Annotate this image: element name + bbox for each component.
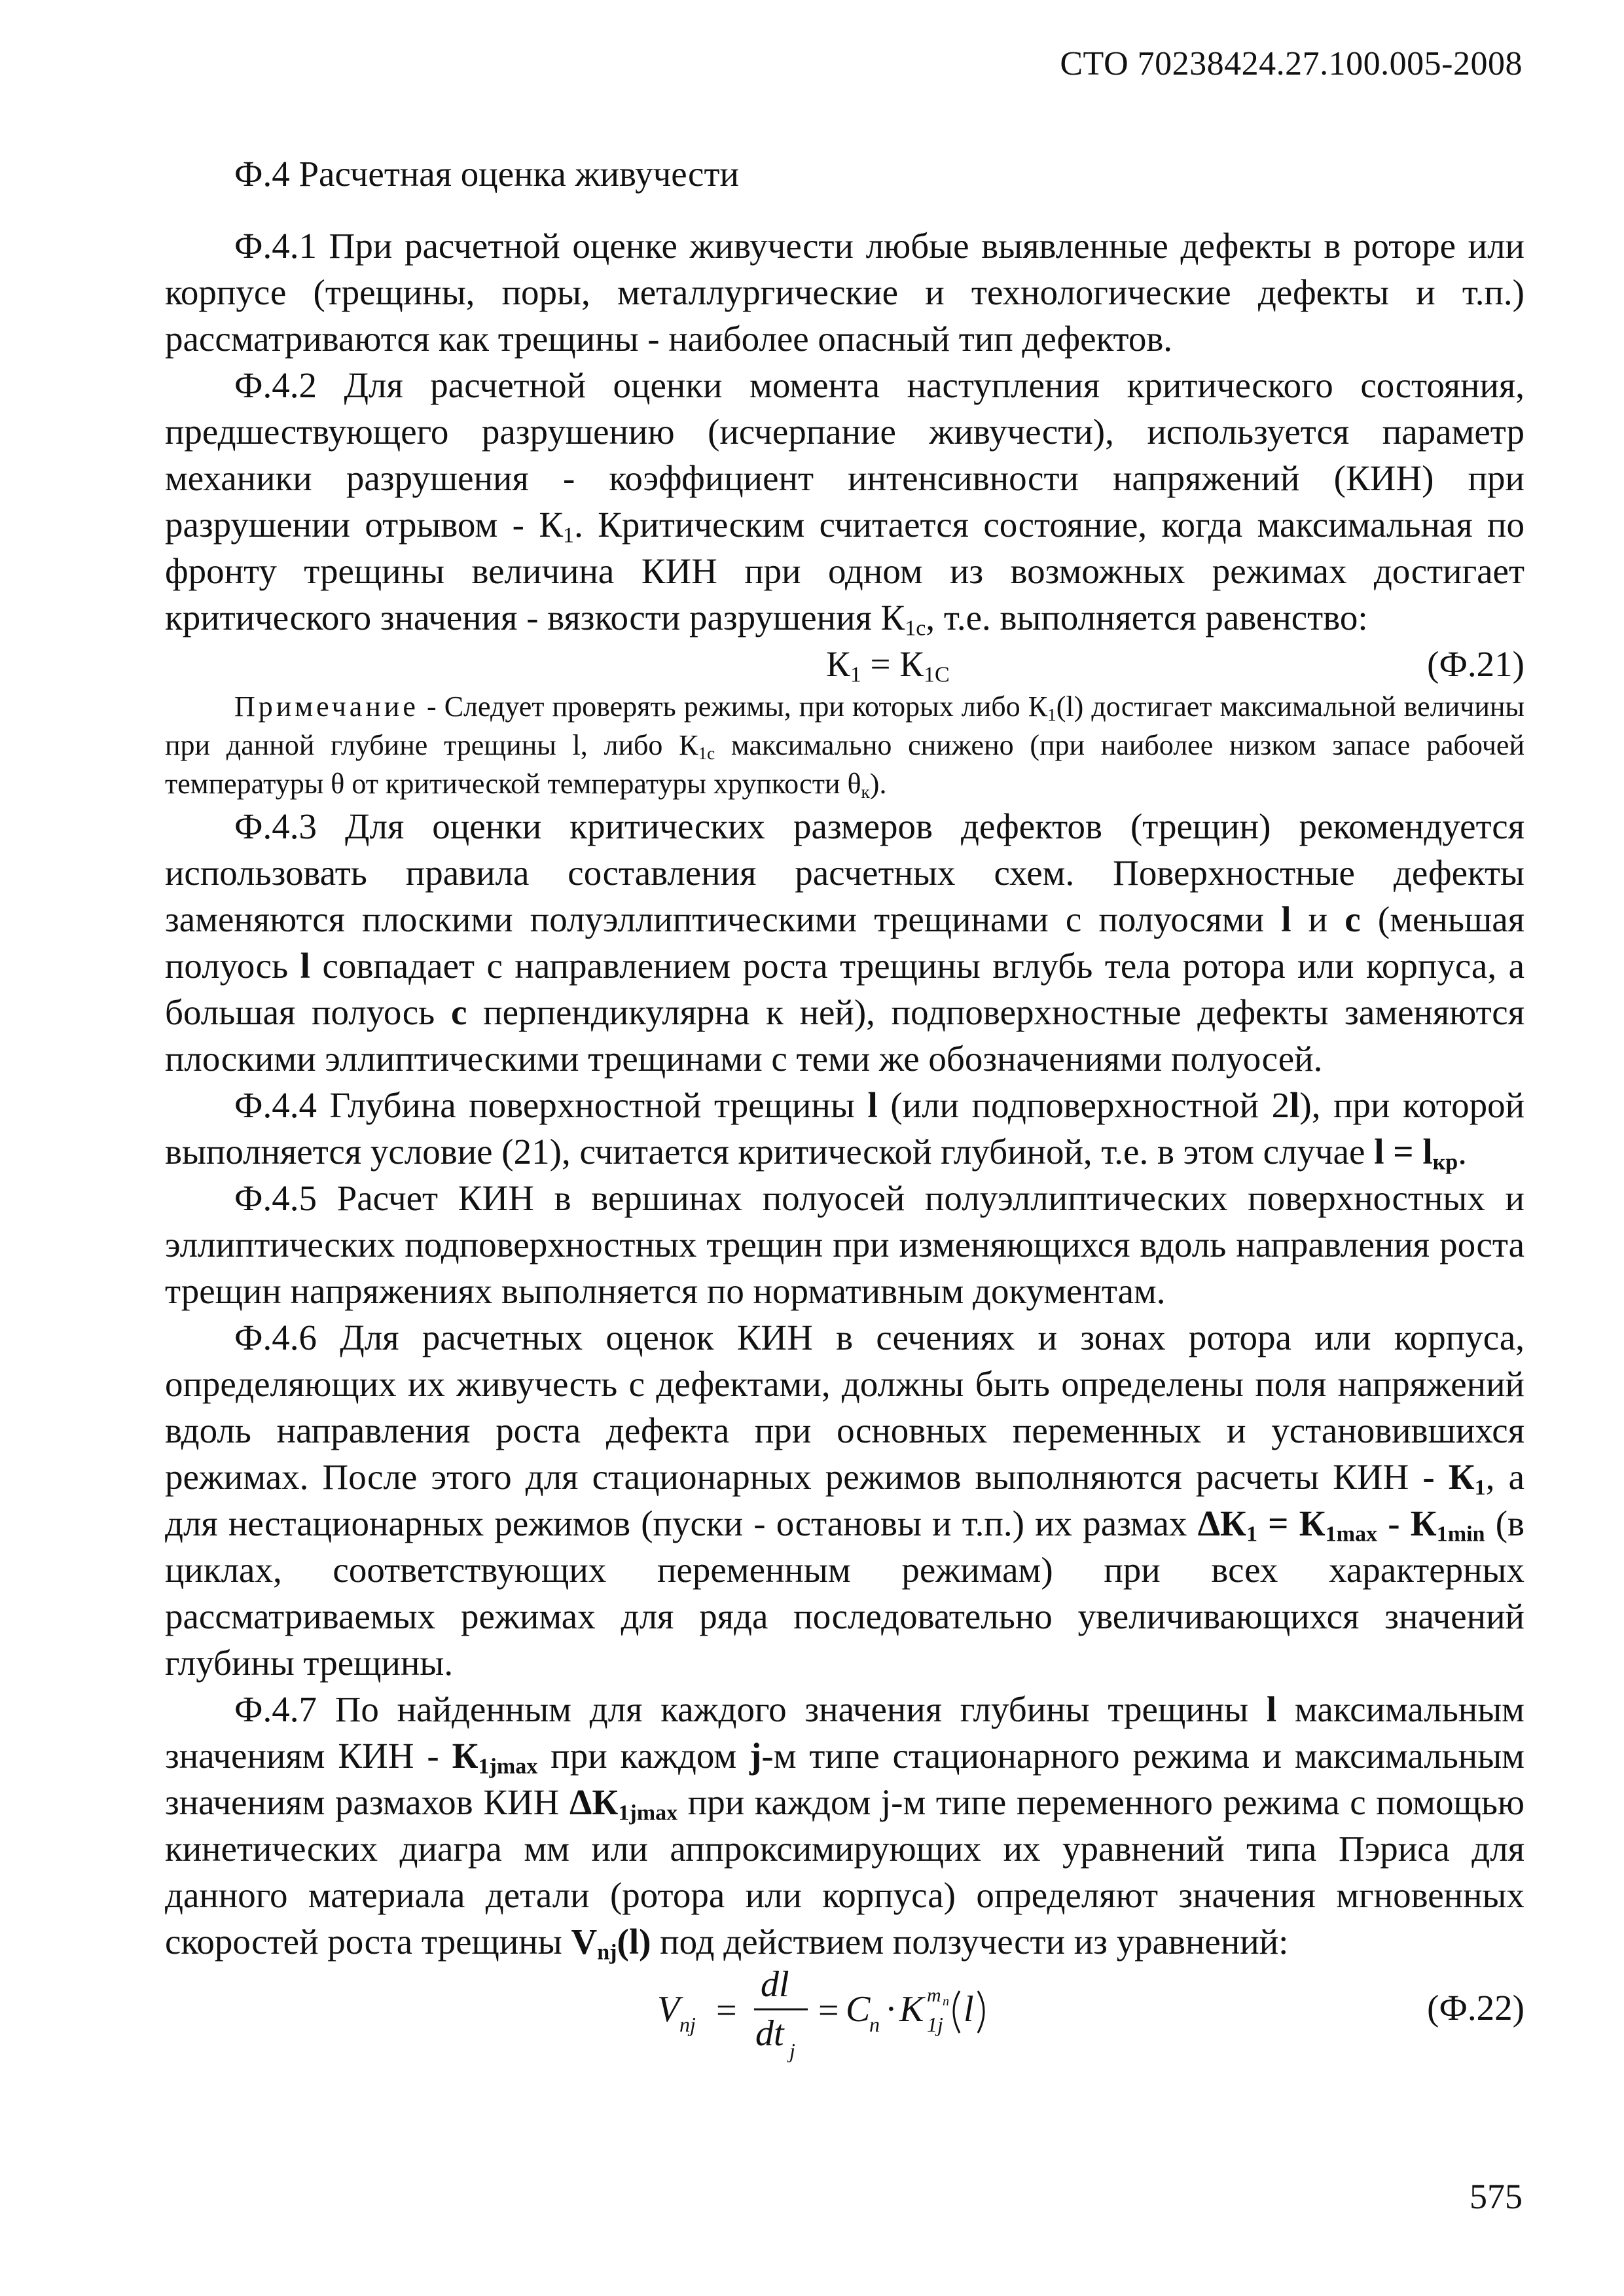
note-text-b: (l) достигает максимальной величины при данной глубине трещины l, либо К xyxy=(165,691,1525,761)
f47-bold-k: К xyxy=(452,1736,478,1776)
f44-eq-sub xyxy=(1433,1151,1458,1175)
note-sub-c: к xyxy=(861,781,870,802)
f42-sub-a: 1 xyxy=(563,523,575,548)
f42-text-a: Ф.4.2 Для расчетной оценки момента наступления критического состояния, предшествующего разрушению (исчерпание живучести), используется параметр механики разрушения - коэффициент интенсивности напряжений (КИН) при разрушении отрывом - К xyxy=(165,365,1525,545)
eq21-k-sub: 1 xyxy=(850,662,861,687)
f46-kmin-sub-text: 1min xyxy=(1436,1522,1485,1547)
f46-kmax-sub-text: 1max xyxy=(1325,1522,1378,1547)
f44-bold-eq: l = l xyxy=(1374,1132,1433,1172)
equation-f22-number: (Ф.22) xyxy=(1427,1988,1525,2028)
eq22-c: C xyxy=(846,1989,871,2030)
f46-text-a: Ф.4.6 Для расчетных оценок КИН в сечениях и зонах ротора или корпуса, определяющих их живучесть с дефектами, должны быть определены поля напряжений вдоль направления роста дефекта при основных переменных и установившихся режимах. После этого для стационарных режимов выполняются расчеты КИН - xyxy=(165,1318,1525,1497)
eq22-arg: l xyxy=(964,1989,974,2030)
paragraph-f43 xyxy=(165,803,1525,1082)
f43-text-d: совпадает с направлением роста трещины вглубь тела ротора или корпуса, а большая полуось xyxy=(165,946,1525,1032)
note-block xyxy=(165,687,1525,803)
f47-text-f: под действием ползучести из уравнений: xyxy=(651,1922,1289,1962)
f43-bold-l1: l xyxy=(1281,899,1291,939)
f44-text-a: Ф.4.4 Глубина поверхностной трещины xyxy=(234,1085,868,1125)
note-sub-b: 1с xyxy=(698,743,715,763)
eq22-v: V xyxy=(657,1989,680,2030)
f44-eq-sub-text: кр xyxy=(1432,1150,1458,1175)
f47-text-b: максимальным значениям КИН - xyxy=(165,1689,1525,1776)
page-number: 575 xyxy=(1470,2177,1523,2216)
f42-text-b: . Критическим считается состояние, когда максимальная по фронту трещины величина КИН при одном из возможных режимах достигает критического значения - вязкости разрушения К xyxy=(165,505,1525,637)
f43-text-b: и xyxy=(1291,899,1345,939)
f44-bold-l1: l xyxy=(867,1085,878,1125)
equation-f21-body xyxy=(826,641,950,687)
f43-bold-l2: l xyxy=(300,946,310,986)
equation-f21 xyxy=(165,641,1525,687)
f47-dk-sub-text: 1jmax xyxy=(618,1801,678,1825)
eq22-eq2: = xyxy=(818,1990,839,2031)
f43-text-c: (меньшая полуось xyxy=(165,899,1525,986)
f46-text-c: (в циклах, соответствующих переменным режимам) при всех характерных рассматриваемых режимах для ряда последовательно увеличивающихся значений глубины трещины. xyxy=(165,1503,1525,1683)
f47-k-sub xyxy=(478,1755,538,1779)
f46-bold-dk: ΔК xyxy=(1197,1503,1246,1543)
equation-f22-formula xyxy=(656,1970,996,2068)
paragraph-f41: Ф.4.1 При расчетной оценке живучести любые выявленные дефекты в роторе или корпусе (трещины, поры, металлургические и технологические дефекты и т.п.) рассматриваются как трещины - наиболее опасный тип дефектов. xyxy=(165,226,1525,359)
f43-text-e: перпендикулярна к ней), подповерхностные дефекты заменяются плоскими эллиптическими трещинами с теми же обозначениями полуосей. xyxy=(165,992,1525,1079)
f47-text-c: при каждом xyxy=(537,1736,750,1776)
f47-v-sub-text: nj xyxy=(597,1940,617,1965)
f44-bold-l2: l xyxy=(1290,1085,1300,1125)
f47-text-a: Ф.4.7 По найденным для каждого значения глубины трещины xyxy=(234,1689,1267,1729)
f44-text-b: (или подповерхностной 2 xyxy=(877,1085,1290,1125)
f46-k1-sub-text: 1 xyxy=(1474,1475,1486,1500)
eq22-den-sub: j xyxy=(789,2039,795,2062)
f46-kmax-sub xyxy=(1326,1522,1378,1547)
f43-bold-c1: c xyxy=(1344,899,1361,939)
eq21-kc-sub: 1С xyxy=(923,662,950,687)
eq22-eq1: = xyxy=(716,1990,737,2031)
f47-text-e: при каждом j-м типе переменного режима с помощью кинетических диагра мм или аппроксимирующих их уравнений типа Пэриса для данного материала детали (ротора или корпуса) определяют значения мгновенных скоростей роста трещины xyxy=(165,1782,1525,1962)
f46-dk-sub xyxy=(1246,1522,1257,1547)
f42-text-c: , т.е. выполняется равенство: xyxy=(926,598,1368,637)
f46-dk-sub-text: 1 xyxy=(1246,1522,1257,1547)
f43-bold-c2: c xyxy=(451,992,467,1032)
f47-bold-j: j xyxy=(749,1736,762,1776)
eq21-eq: = К xyxy=(861,644,924,684)
eq22-k: K xyxy=(899,1989,924,2030)
eq22-c-sub: n xyxy=(869,2013,880,2036)
f47-dk-sub xyxy=(618,1801,677,1825)
page-content xyxy=(165,151,1525,2068)
eq22-k-sup: m xyxy=(927,1984,941,2006)
f47-k-sub-text: 1jmax xyxy=(478,1754,538,1779)
f46-bold-k1: К xyxy=(1448,1457,1475,1497)
f46-kmin-sub xyxy=(1437,1522,1485,1547)
eq22-numerator: dl xyxy=(761,1970,789,2005)
f47-bold-v: V xyxy=(571,1922,598,1962)
f46-bold-eq: = К xyxy=(1257,1503,1326,1543)
eq22-dot: · xyxy=(885,1989,897,2030)
eq22-k-sub: 1j xyxy=(927,2013,943,2036)
f46-k1-sub xyxy=(1475,1476,1486,1500)
equation-f21-number: (Ф.21) xyxy=(1427,644,1525,684)
note-text-a: - Следует проверять режимы, при которых либо К xyxy=(418,691,1048,723)
eq22-denominator: dt xyxy=(755,2013,784,2054)
f43-text-a: Ф.4.3 Для оценки критических размеров дефектов (трещин) рекомендуется использовать правила составления расчетных схем. Поверхностные дефекты заменяются плоскими полуэллиптическими трещинами с полуосями xyxy=(165,806,1525,939)
f47-bold-dk: ΔК xyxy=(569,1782,619,1822)
paragraph-f42 xyxy=(165,362,1525,641)
f47-v-sub xyxy=(597,1941,617,1965)
f47-bold-l1: l xyxy=(1266,1689,1277,1729)
f46-text-b: , а для нестационарных режимов (пуски - остановы и т.п.) их размах xyxy=(165,1457,1525,1543)
f42-sub-b: 1с xyxy=(905,616,926,641)
eq22-paren-left xyxy=(954,1991,960,2033)
section-title: Ф.4 Расчетная оценка живучести xyxy=(234,154,739,194)
eq21-k: К xyxy=(826,644,850,684)
f44-text-d: . xyxy=(1458,1132,1467,1172)
note-sub-a: 1 xyxy=(1047,704,1056,725)
paragraph-f45: Ф.4.5 Расчет КИН в вершинах полуосей полуэллиптических поверхностных и эллиптических подповерхностных трещин при изменяющихся вдоль направления роста трещин напряжениях выполняется по нормативным документам. xyxy=(165,1178,1525,1311)
note-text-d: ). xyxy=(869,768,887,800)
paragraph-f46 xyxy=(165,1314,1525,1686)
f47-bold-v-arg: (l) xyxy=(617,1922,651,1962)
equation-f22 xyxy=(165,1970,1525,2068)
eq22-k-sup-sub: n xyxy=(943,1994,949,2009)
paragraph-f44 xyxy=(165,1082,1525,1175)
f46-bold-minus: - К xyxy=(1377,1503,1437,1543)
document-code: СТО 70238424.27.100.005-2008 xyxy=(1060,45,1523,82)
note-heading: Примечание xyxy=(234,691,419,723)
eq22-v-sub: nj xyxy=(679,2013,696,2036)
note-text-c: максимально снижено (при наиболее низком запасе рабочей температуры θ от критической температуры хрупкости θ xyxy=(165,729,1525,800)
f44-text-c: ), при которой выполняется условие (21), считается критической глубиной, т.е. в этом случае xyxy=(165,1085,1525,1172)
eq22-paren-right xyxy=(978,1991,984,2033)
paragraph-f47 xyxy=(165,1686,1525,1965)
f47-text-d: -м типе стационарного режима и максимальным значениям размахов КИН xyxy=(165,1736,1525,1822)
